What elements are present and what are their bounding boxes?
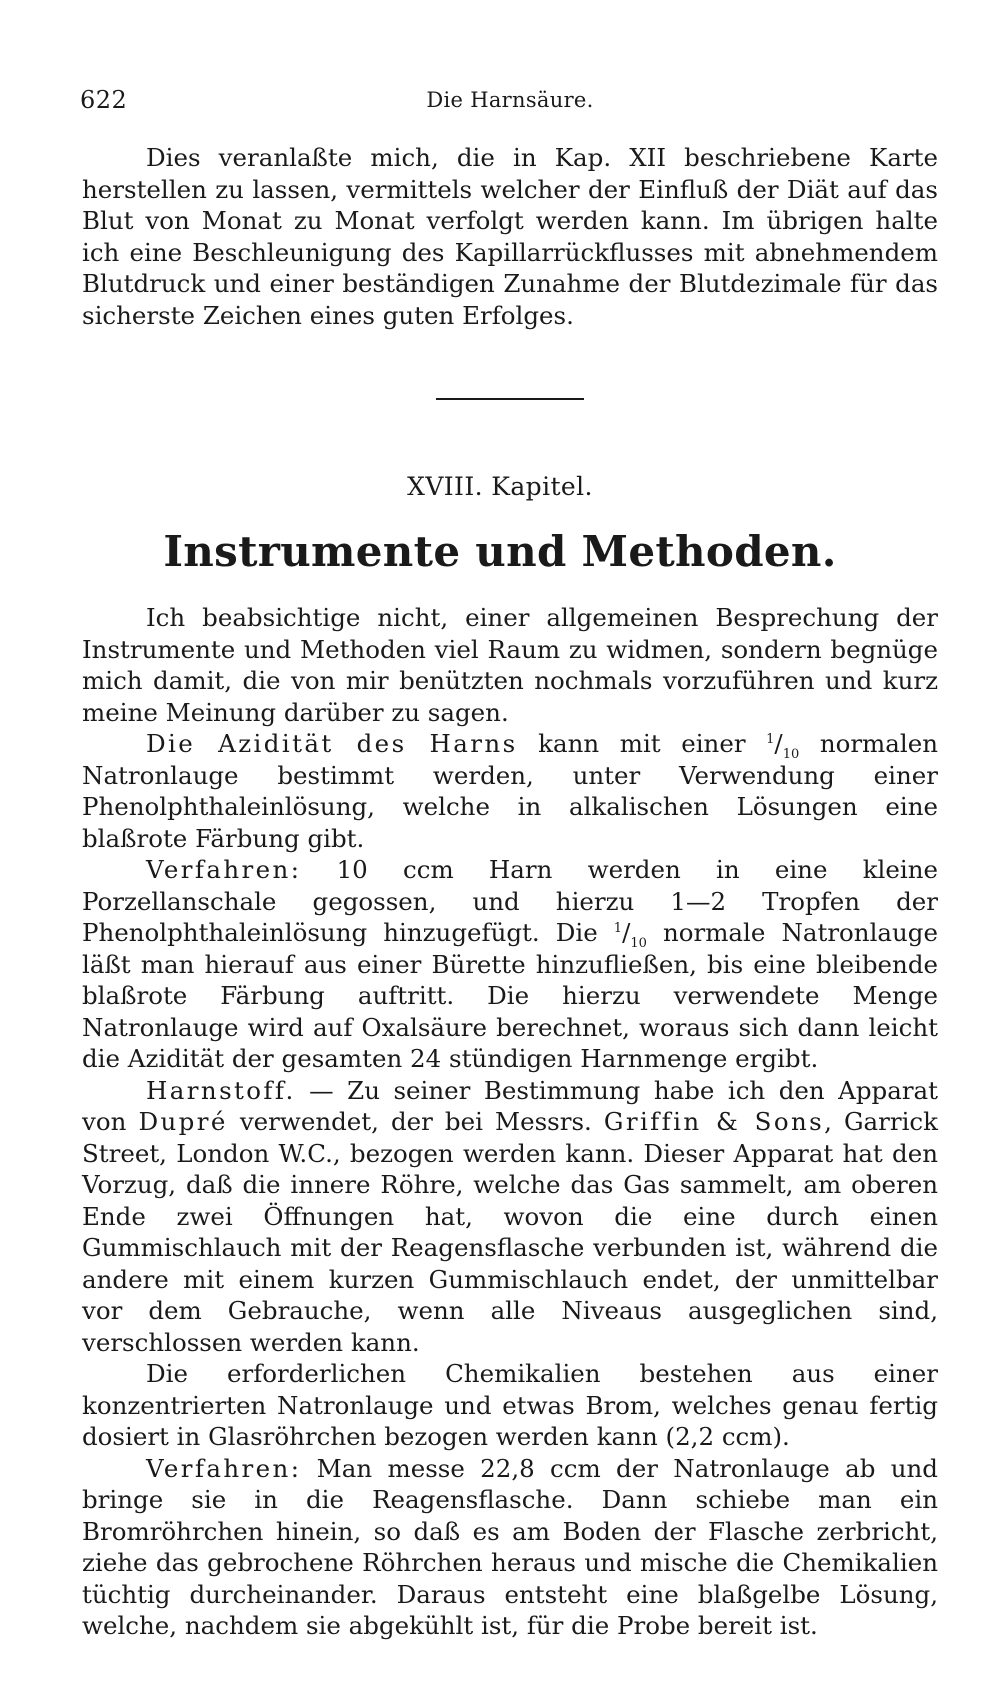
page-header xyxy=(80,86,940,118)
paragraph-urea-procedure: Verfahren: Man messe 22,8 ccm der Natronlauge ab und bringe sie in die Reagensflasche. Dann schiebe man ein Bromröhrchen hinein, so daß es am Boden der Flasche zerbricht, ziehe das gebrochene Röhrchen heraus und mische die Chemikalien tüchtig durcheinander. Daraus entsteht eine blaßgelbe Lösung, welche, nachdem sie abgekühlt ist, für die Probe bereit ist. xyxy=(82,1453,938,1640)
intro-paragraph: Dies veranlaßte mich, die in Kap. XII beschriebene Karte herstellen zu lassen, vermittels welcher der Einfluß der Diät auf das Blut von Monat zu Monat verfolgt werden kann. Im übrigen halte ich eine Beschleunigung des Kapillarrückflusses mit abnehmendem Blutdruck und einer beständigen Zunahme der Blutdezimale für das sicherste Zeichen eines guten Erfolges. xyxy=(82,143,938,330)
fraction-denominator: 10 xyxy=(782,746,800,762)
firm-name: Griffin & Sons xyxy=(603,1107,825,1136)
chapter-body xyxy=(82,602,938,1642)
procedure-heading: Verfahren: xyxy=(146,1453,302,1483)
intro-text xyxy=(82,142,938,331)
acidity-heading: Die Azidität des Harns xyxy=(146,729,518,758)
running-title: Die Harnsäure. xyxy=(426,88,594,112)
paragraph-introduction: Ich beabsichtige nicht, einer allgemeinen Besprechung der Instrumente und Methoden viel Raum zu widmen, sondern begnüge mich damit, die von mir benützten nochmals vorzuführen und kurz meine Meinung darüber zu sagen. xyxy=(82,603,938,727)
procedure-heading: Verfahren: xyxy=(146,855,302,884)
paragraph-acidity: Die Azidität des Harns kann mit einer $^1/_{10}$ normalen Natronlauge bestimmt werden, unter Verwendung einer Phenolphthaleinlösung, welche in alkalischen Lösungen eine blaßrote Färbung gibt. xyxy=(82,729,939,853)
fraction-numerator: 1 xyxy=(766,731,775,747)
paragraph-urea: Harnstoff. — Zu seiner Bestimmung habe ich den Apparat von Dupré verwendet, der bei Messrs. Griffin & Sons, Garrick Street, London W.C., bezogen werden kann. Dieser Apparat hat den Vorzug, daß die innere Röhre, welche das Gas sammelt, am oberen Ende zwei Öffnungen hat, wovon die eine durch einen Gummischlauch mit der Reagensflasche verbunden ist, während die andere mit einem kurzen Gummischlauch endet, der unmittelbar vor dem Gebrauche, wenn alle Niveaus ausgeglichen sind, verschlossen werden kann. xyxy=(82,1075,938,1357)
fraction-numerator: 1 xyxy=(613,920,623,936)
fraction-denominator: 10 xyxy=(630,935,647,951)
chapter-number: XVIII. Kapitel. xyxy=(407,472,593,501)
page-number: 622 xyxy=(80,86,128,114)
chapter-title: Instrumente und Methoden. xyxy=(163,527,837,576)
section-divider xyxy=(436,398,584,400)
paragraph-acidity-procedure: Verfahren: 10 ccm Harn werden in eine kleine Porzellanschale gegossen, und hierzu 1—2 Tropfen der Phenolphthaleinlösung hinzugefügt. Die $^1/_{10}$ normale Natronlauge läßt man hierauf aus einer Bürette hinzufließen, bis eine bleibende blaßrote Färbung auftritt. Die hierzu verwendete Menge Natronlauge wird auf Oxalsäure berechnet, woraus sich dann leicht die Azidität der gesamten 24 stündigen Harnmenge ergibt. xyxy=(82,855,938,1073)
paragraph-chemicals: Die erforderlichen Chemikalien bestehen aus einer konzentrierten Natronlauge und etwas Brom, welches genau fertig dosiert in Glasröhrchen bezogen werden kann (2,2 ccm). xyxy=(82,1359,938,1451)
urea-heading: Harnstoff. xyxy=(146,1075,296,1105)
author-name: Dupré xyxy=(138,1107,228,1136)
